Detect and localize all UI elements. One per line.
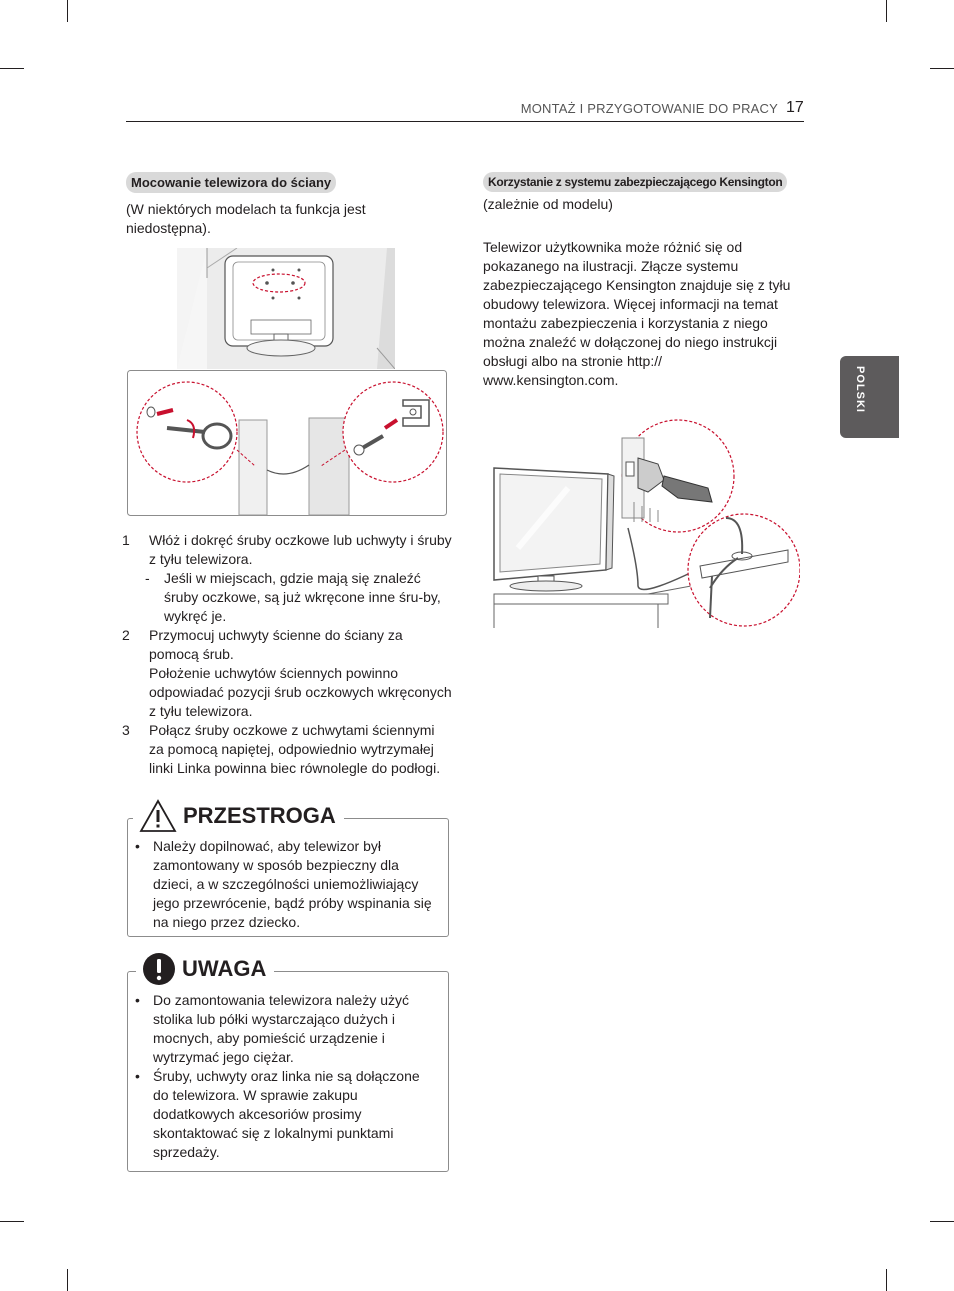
language-tab-label: POLSKI [854,366,866,413]
page-number: 17 [786,99,804,116]
crop-mark [67,0,68,22]
list-item: 1 Włóż i dokręć śruby oczkowe lub uchwyty i śruby z tyłu telewizora. [122,532,452,567]
list-subitem: - Jeśli w miejscach, gdzie mają się znaleźć śruby oczkowe, są już wkręcone inne śru-by, wykręć je. [145,570,441,624]
kensington-note: (zależnie od modelu) [483,196,613,212]
warning-icon [139,799,177,833]
list-item: 3 Połącz śruby oczkowe z uchwytami ściennymi za pomocą napiętej, odpowiednio wytrzymałej linki Linka powinna biec równolegle do podłogi. [122,722,441,776]
running-header: MONTAŻ I PRZYGOTOWANIE DO PRACY [520,101,778,116]
section-heading-wall-mount: Mocowanie telewizora do ściany [126,172,336,193]
note-bullets [127,991,427,1162]
crop-mark [930,1221,954,1222]
crop-mark [930,68,954,69]
steps-list [122,531,452,778]
list-item: 2 Przymocuj uchwyty ścienne do ściany za pomocą śrub. Położenie uchwytów ściennych powinno odpowiadać pozycji śrub oczkowych wkręconych z tyłu telewizora. [122,627,452,719]
crop-mark [0,68,24,69]
tv-back-illustration [177,248,395,369]
crop-mark [0,1221,24,1222]
kensington-body: Telewizor użytkownika może różnić się od pokazanego na ilustracji. Złącze systemu zabezpieczającego Kensington znajduje się z tyłu obudowy telewizora. Więcej informacji na temat montażu zabezpieczenia i korzystania z niego można znaleźć w dołączonej do niego instrukcji obsługi albo na stronie http:// www.kensington.com. [483,239,791,388]
list-item: • Należy dopilnować, aby telewizor był zamontowany w sposób bezpieczny dla dzieci, a w szczególności uniemożliwiający jego przewrócenie, bądź próby wspinania się na niego przez dziecko. [135,838,432,930]
exclamation-icon [142,952,176,986]
language-tab [840,356,899,438]
list-item: • Do zamontowania telewizora należy użyć stolika lub półki wystarczająco dużych i mocnych, aby pomieścić urządzenie i wytrzymać jego ciężar. [135,992,410,1065]
note-title: UWAGA [136,948,274,990]
eye-bolt-bracket-illustration [127,370,447,516]
caution-title: PRZESTROGA [133,796,344,836]
crop-mark [886,1269,887,1291]
crop-mark [67,1269,68,1291]
wall-mount-note: (W niektórych modelach ta funkcja jest niedostępna). [126,201,366,236]
crop-mark [886,0,887,22]
header-rule [126,121,804,122]
kensington-lock-illustration [488,418,800,630]
section-heading-kensington: Korzystanie z systemu zabezpieczającego Kensington [483,172,787,192]
caution-bullets [127,837,437,932]
list-item: • Śruby, uchwyty oraz linka nie są dołączone do telewizora. W sprawie zakupu dodatkowych akcesoriów prosimy skontaktować się z lokalnymi punktami sprzedaży. [135,1068,420,1160]
